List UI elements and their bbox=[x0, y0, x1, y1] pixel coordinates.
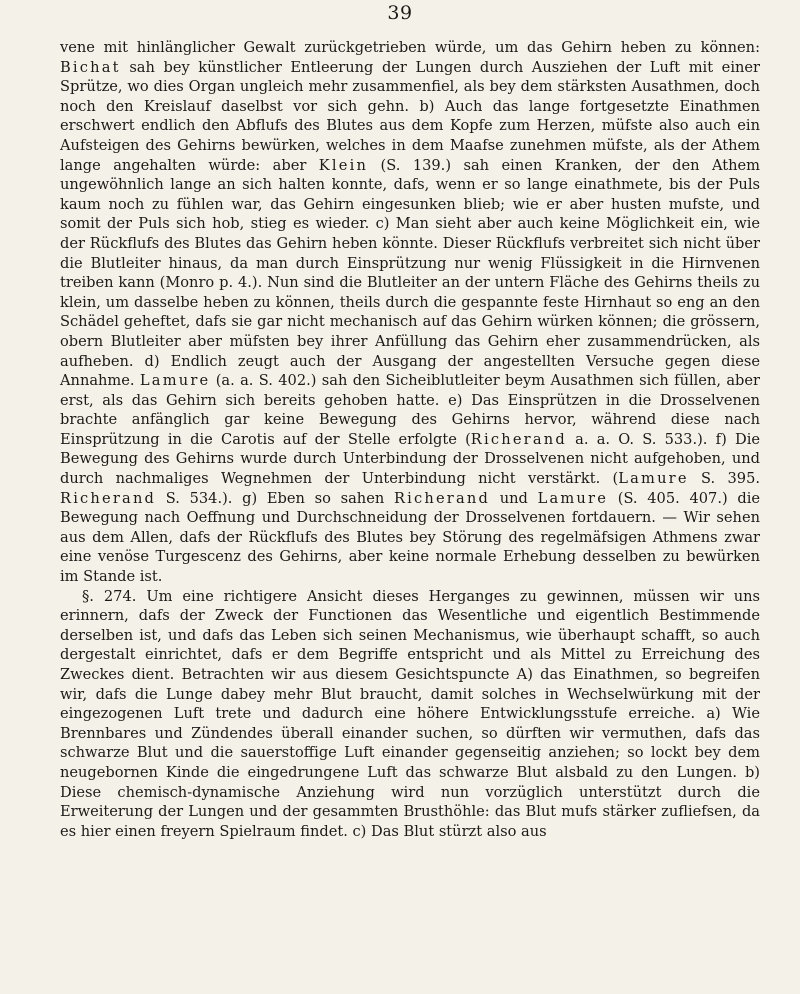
text-run: (a. a. S. 402.) sah den Sicheiblutleiter beym Ausathmen sich füllen, aber erst, als das Gehirn sich bereits gehoben hatte. e) Das Einsprützen in die Drosselvenen brachte anfänglich gar keine Bewegung des Gehirns hervor, während diese nach Einsprützung in die Carotis auf der Stelle erfolgte ( bbox=[60, 372, 760, 448]
body-text bbox=[60, 38, 760, 841]
page-number: 39 bbox=[387, 2, 413, 24]
author-name: Lamure bbox=[618, 470, 689, 488]
text-run: §. 274. Um eine richtigere Ansicht dieses Herganges zu gewinnen, müssen wir uns erinnern, dafs der Zweck der Functionen das Wesentliche und eigentlich Bestimmende derselben ist, und dafs das Leben sich seinen Mechanismus, wie überhaupt schafft, so auch dergestalt einrichtet, dafs er dem Begriffe entspricht und als Mittel zu Erreichung des Zweckes dient. Betrachten wir aus diesem Gesichtspuncte A) das Einathmen, so begreifen wir, dafs die Lunge dabey mehr Blut braucht, damit solches in Wechselwürkung mit der eingezogenen Luft trete und dadurch eine höhere Entwicklungsstufe erreiche. a) Wie Brennbares und Zündendes überall einander suchen, so dürften wir vermuthen, dafs das schwarze Blut und die sauerstoffige Luft einander gegenseitig anziehen; so lockt bey dem neugebornen Kinde die eingedrungene Luft das schwarze Blut alsbald zu den Lungen. b) Diese chemisch-dynamische Anziehung wird nun vorzüglich unterstützt durch die Erweiterung der Lungen und der gesammten Brusthöhle: das Blut mufs stärker zufliefsen, da es hier einen freyern Spielraum findet. c) Das Blut stürzt also aus bbox=[60, 587, 760, 840]
text-run: vene mit hinlänglicher Gewalt zurückgetrieben würde, um das Gehirn heben zu können: bbox=[60, 39, 760, 56]
author-name: Richerand bbox=[393, 489, 491, 507]
text-run: (S. 405. 407.) die Bewegung nach Oeffnung und Durchschneidung der Drosselvenen fortdauern. — Wir sehen aus dem Allen, dafs der Rückflufs des Blutes bey Störung des regelmäfsigen Athmens zwar eine venöse Turgescenz des Gehirns, aber keine normale Erhebung desselben zu bewürken im Stande ist. bbox=[60, 489, 760, 586]
author-name: Bichat bbox=[60, 58, 121, 76]
author-name: Lamure bbox=[537, 489, 609, 507]
author-name: Richerand bbox=[470, 430, 567, 448]
paragraph-continued bbox=[60, 38, 760, 587]
text-run: sah bey künstlicher Entleerung der Lungen durch Ausziehen der Luft mit einer Sprütze, wo dies Organ ungleich mehr zusammenfiel, als bey dem stärksten Ausathmen, doch noch den Kreislauf daselbst vor sich gehn. b) Auch das lange fortgesetzte Einathmen erschwert endlich den Abflufs des Blutes aus dem Kopfe zum Herzen, müfste also auch ein Aufsteigen des Gehirns bewürken, welches in dem Maafse zunehmen müfste, als der Athem lange angehalten würde: aber bbox=[60, 58, 760, 174]
author-name: Richerand bbox=[60, 489, 157, 507]
text-run: (S. 139.) sah einen Kranken, der den Athem ungewöhnlich lange an sich halten konnte, dafs, wenn er so lange einathmete, bis der Puls kaum noch zu fühlen war, das Gehirn eingesunken blieb; wie er aber husten mufste, und somit der Puls sich hob, stieg es wieder. c) Man sieht aber auch keine Möglichkeit ein, wie der Rückflufs des Blutes das Gehirn heben könnte. Dieser Rückflufs verbreitet sich nicht über die Blutleiter hinaus, da man durch Einsprützung nur wenig Flüssigkeit in die Hirnvenen treiben kann (Monro p. 4.). Nun sind die Blutleiter an der untern Fläche des Gehirns theils zu klein, um dasselbe heben zu können, theils durch die gespannte feste Hirnhaut so eng an den Schädel geheftet, dafs sie gar nicht mechanisch auf das Gehirn würken können; die grössern, obern Blutleiter aber müfsten bey ihrer Anfüllung das Gehirn eher zusammendrücken, als aufheben. d) Endlich zeugt auch der Ausgang der angestellten Versuche gegen diese Annahme. bbox=[60, 156, 760, 390]
paragraph-section-274 bbox=[60, 587, 760, 842]
text-run: S. 395. bbox=[688, 470, 760, 488]
text-run: S. 534.). g) Eben so sahen bbox=[156, 489, 394, 507]
author-name: Klein bbox=[318, 156, 369, 174]
text-run: a. a. O. S. 533.). f) Die Bewegung des Gehirns wurde durch Unterbindung der Drosselvenen nicht aufgehoben, und durch nachmaliges Wegnehmen der Unterbindung nicht verstärkt. ( bbox=[60, 430, 760, 488]
text-run: und bbox=[490, 489, 538, 507]
author-name: Lamure bbox=[139, 372, 211, 390]
